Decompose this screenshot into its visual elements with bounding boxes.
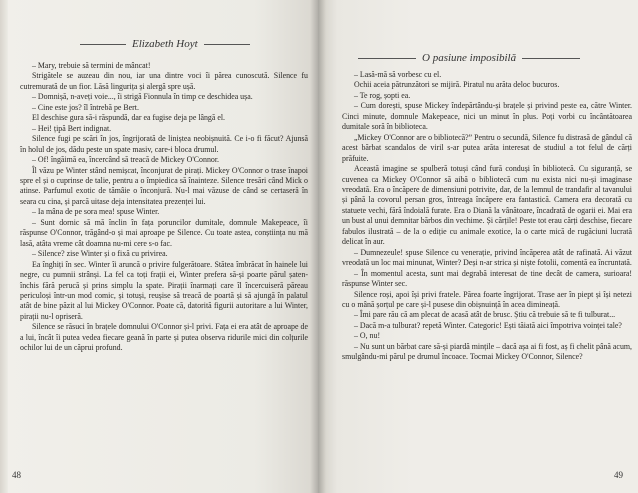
paragraph: Silence roși, apoi își privi fratele. Părea foarte îngrijorat. Trase aer în piept și își netezi cu o mână șorțul pe care și-l pusese din obișnuință în acea dimineață.	[342, 289, 632, 309]
paragraph: Ochii aceia pătrunzători se mijiră. Piratul nu arăta deloc bucuros.	[354, 80, 560, 90]
body-text-right	[342, 70, 632, 363]
paragraph: Strigătele se auzeau din nou, iar una dintre voci îi părea cunoscută. Silence fu cutremurată de un fior. Lăsă lingurița și alergă spre ușă.	[20, 71, 308, 91]
paragraph: – Mary, trebuie să termini de mâncat!	[32, 61, 151, 70]
paragraph: – Silence? zise Winter și o fixă cu privirea.	[32, 249, 168, 259]
paragraph: – În momentul acesta, sunt mai degrabă interesat de tine decât de camera, surioara! răspunse Winter sec.	[342, 268, 632, 289]
paragraph: – Cum dorești, spuse Mickey îndepărtându-și brațele și privind peste ea, către Winter. Cinci minute, domnule Makepeace, nici un minut în plus. Poți vorbi cu încântătoarea dumitale soră în biblioteca.	[342, 101, 632, 132]
paragraph: – Îmi pare rău că am plecat de acasă atât de brusc. Știu că trebuie să te fi tulburat...	[354, 310, 616, 320]
book-gutter	[310, 0, 326, 493]
paragraph: Silence fugi pe scări în jos, îngrijorată de liniștea neobișnuită. Ce i-o fi făcut? Ajunsă în holul de jos, dădu peste un spate masiv, care-i bloca drumul.	[20, 134, 308, 154]
paragraph: – Hei! țipă Bert indignat.	[32, 123, 112, 133]
page-number-left: 48	[12, 470, 21, 480]
paragraph: – Nu sunt un bărbat care să-și piardă mințile – dacă așa ai fi fost, aș fi chelit până acum, smulgându-mi părul pe drumul încoace. Tocmai Mickey O'Connor, Silence?	[342, 341, 632, 362]
header-rule-left	[80, 44, 126, 45]
paragraph: – Domnișă, n-aveți voie..., îi strigă Fionnula în timp ce deschidea ușa.	[32, 92, 253, 102]
paragraph: – Lasă-mă să vorbesc cu el.	[354, 70, 442, 79]
page-edge	[0, 0, 8, 493]
paragraph: – Ia mâna de pe sora mea! spuse Winter.	[32, 207, 160, 217]
header-rule-left	[358, 58, 416, 59]
header-rule-right	[204, 44, 250, 45]
running-header-left	[80, 38, 250, 50]
paragraph: „Mickey O'Connor are o bibliotecă?” Pentru o secundă, Silence fu distrasă de gândul că acest bărbat scandalos de viril s-ar putea arăta interesat de studiul a tot felul de cărți prăfuite.	[342, 132, 632, 163]
header-title: Elizabeth Hoyt	[132, 38, 198, 50]
paragraph: Această imagine se spulberă totuși când fură conduși în bibliotecă. Cu siguranță, se cuvenea ca Mickey O'Connor să aibă o bibliotecă cum nu exista nici nu-și imaginase vreodată. Era o încăpere de dimensiuni potrivite, dar, de la lemnul de trandafir al tavanului și până la covorul persan gros, întreaga încăpere era fantastică. Camera era decorată cu statuete vechi, fără îndoială furate. Era o Diană la vânătoare, încadrată de ogarii ei. Mai era un bust al unui demnitar bărbos din vechime. Și cărțile! Peste tot erau cărți deschise, fiecare fabulos ilustrată – de la o ediție cu animale exotice, la o carte mică de rugăciuni lucrată delicat în aur.	[342, 164, 632, 247]
paragraph: – Sunt dornic să mă înclin în fața poruncilor dumitale, domnule Makepeace, îi răspunse O'Connor, trăgând-o și mai aproape pe Silence. Cu toate astea, conștiința nu mă lasă, atâta vreme cât doamna nu-mi cere s-o fac.	[20, 217, 308, 248]
paragraph: Îl văzu pe Winter stând nemișcat, înconjurat de pirați. Mickey O'Connor o trase înapoi spre el și o cuprinse de talie, pentru a o împiedica să înainteze. Silence tresări când Mick o atinse. Parfumul exotic de tămâie o înconjură. Nu-l mai văzuse de când se certaseră în seara cu cina, și parcă uitase deja intensitatea prezenței lui.	[20, 165, 308, 206]
paragraph: – Dumnezeule! spuse Silence cu venerație, privind încăperea atât de rafinată. Ai văzut vreodată un loc mai minunat, Winter? Deși n-ar strica și niște fotolii, comentă ea încruntată.	[342, 247, 632, 268]
body-text-left	[20, 61, 308, 354]
paragraph: – Cine este jos? îl întrebă pe Bert.	[32, 102, 139, 112]
paragraph: Silence se răsuci în brațele domnului O'Connor și-l privi. Fața ei era atât de aproape de a lui, încât îi putea vedea fiecare geană în parte și putea observa ridurile mici din colțurile ochilor lui de un căprui profund.	[20, 322, 308, 353]
paragraph: Ea înghiți în sec. Winter îi aruncă o privire fulgerătoare. Stătea îmbrăcat în hainele lui negre, cu pumnii strânși. La fel ca toți frații ei, Winter prefera să-și poarte părul șaten-închis fără perucă și prins simplu la spate. Pirații înarmați care îl încercuiseră păreau periculoși într-un mod comic, și totuși, reușise să treacă de poartă și să ajungă în palatul atât de bine păzit al lui Mickey O'Connor. Poate că, datorită figurii autoritare a lui Winter, pirații nu-l opriseră.	[20, 259, 308, 321]
paragraph: – Of! îngăimă ea, încercând să treacă de Mickey O'Connor.	[32, 155, 219, 165]
right-page	[318, 0, 638, 493]
running-header-right	[358, 52, 580, 64]
paragraph: – Te rog, șopti ea.	[354, 90, 411, 100]
header-title: O pasiune imposibilă	[422, 52, 517, 64]
paragraph: – Dacă m-a tulburat? repetă Winter. Categoric! Ești tăiată aici împotriva voinței tale?	[354, 320, 622, 330]
header-rule-right	[522, 58, 580, 59]
paragraph: – O, nu!	[354, 331, 381, 341]
paragraph: El deschise gura să-i răspundă, dar ea fugise deja pe lângă el.	[32, 113, 226, 123]
left-page	[0, 0, 318, 493]
page-number-right: 49	[614, 470, 623, 480]
